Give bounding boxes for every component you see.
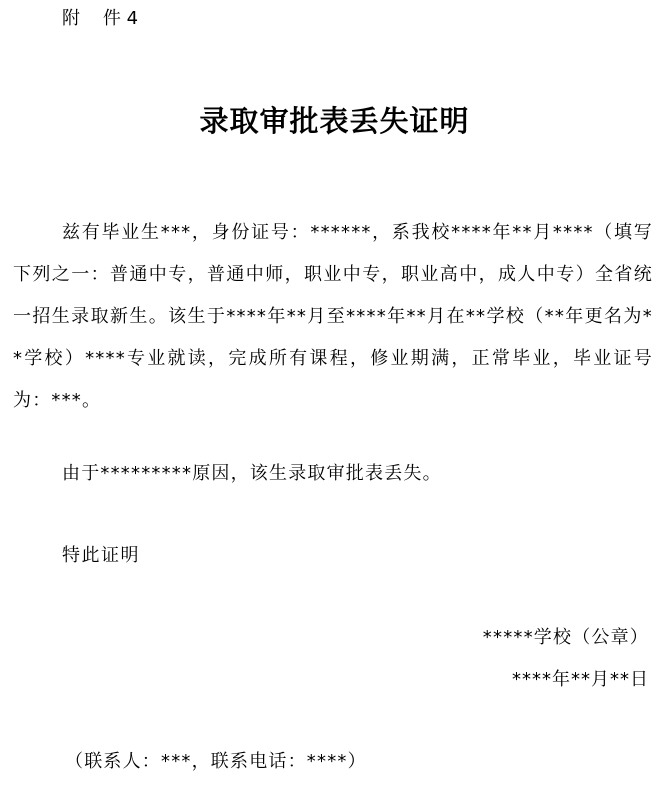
document-title: 录取审批表丢失证明 [199, 104, 470, 138]
hereby-certify-text: 特此证明 [62, 545, 140, 566]
date-line: ****年**月**日 [512, 669, 649, 690]
contact-info: （联系人：***，联系电话：****） [65, 751, 367, 772]
body-paragraph: 兹有毕业生***，身份证号：******，系我校****年**月****（填写下列之一：普通中专，普通中师，职业中专，职业高中，成人中专）全省统一招生录取新生。该生于****年**月至****年**月在**学校（**年更名为**学校）****专业就读，完成所有课程，修业期满，正常毕业，毕业证号为：***。 [13, 222, 653, 411]
reason-paragraph: 由于*********原因，该生录取审批表丢失。 [62, 463, 442, 484]
attachment-label: 附 件 4 [62, 8, 139, 29]
school-seal-line: *****学校（公章） [482, 627, 649, 648]
